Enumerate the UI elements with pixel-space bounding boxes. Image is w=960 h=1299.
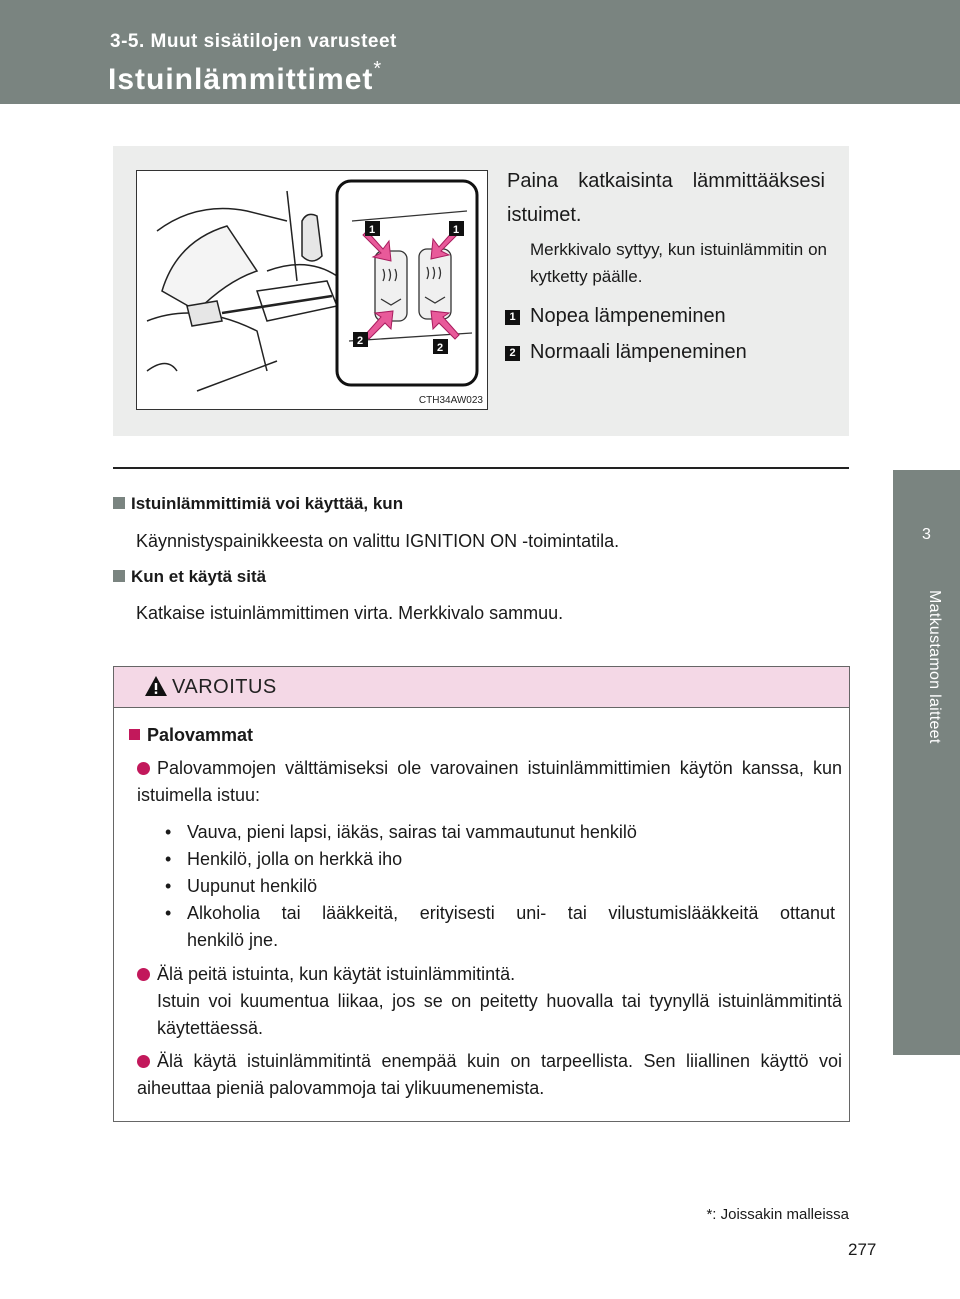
- warning-paragraph-1-text: Palovammojen välttämiseksi ole varovainen istuinlämmittimien käytön kanssa, kun istuimella istuu:: [137, 758, 842, 805]
- callout-2b: 2: [437, 342, 444, 354]
- list-item: • Uupunut henkilö: [165, 873, 835, 900]
- circle-bullet-icon: [137, 762, 150, 775]
- warning-title: VAROITUS: [172, 676, 277, 698]
- footnote-text: : Joissakin malleissa: [712, 1206, 849, 1223]
- image-code: CTH34AW023: [418, 395, 483, 406]
- info-heading-1: [113, 494, 403, 514]
- warning-triangle-icon: [144, 674, 168, 698]
- legend-num-2: 2: [505, 346, 520, 361]
- page-title: [108, 58, 382, 97]
- callout-2a: 2: [357, 335, 364, 347]
- warning-paragraph-3: [137, 1048, 842, 1102]
- warning-subheading-text: Palovammat: [147, 725, 254, 745]
- warning-bullet-list: [165, 819, 835, 954]
- info-heading-2: [113, 567, 266, 587]
- legend-num-1: 1: [505, 310, 520, 325]
- warning-box: [113, 666, 850, 1122]
- figure-note: Merkkivalo syttyy, kun istuinlämmitin on kytketty päälle.: [530, 240, 827, 286]
- divider: [113, 467, 849, 469]
- footnote-marker: *: [706, 1206, 713, 1223]
- page-title-text: Istuinlämmittimet: [108, 63, 374, 96]
- seat-heater-illustration: [136, 170, 488, 410]
- asterisk-marker: *: [373, 58, 383, 80]
- chapter-side-tab[interactable]: [893, 470, 960, 1055]
- page-header: [0, 0, 960, 104]
- callout-1b: 1: [453, 224, 460, 236]
- square-bullet-icon: [113, 570, 125, 582]
- legend-item-2: [505, 341, 747, 364]
- circle-bullet-icon: [137, 1055, 150, 1068]
- square-bullet-icon: [129, 729, 140, 740]
- square-bullet-icon: [113, 497, 125, 509]
- warning-paragraph-3-text: Älä käytä istuinlämmitintä enempää kuin on tarpeellista. Sen liiallinen käyttö voi aiheuttaa pieniä palovammoja tai ylikuumenemista.: [137, 1051, 842, 1098]
- info-text-2: Katkaise istuinlämmittimen virta. Merkkivalo sammuu.: [136, 603, 564, 623]
- section-title: 3-5. Muut sisätilojen varusteet: [110, 31, 397, 52]
- list-item: • Vauva, pieni lapsi, iäkäs, sairas tai vammautunut henkilö: [165, 819, 835, 846]
- info-text-1: Käynnistyspainikkeesta on valittu IGNITION ON -toimintatila.: [136, 531, 620, 551]
- legend-label-2: Normaali lämpeneminen: [530, 341, 747, 363]
- footnote: [706, 1206, 849, 1223]
- warning-paragraph-2-line2: Istuin voi kuumentua liikaa, jos se on peitetty huovalla tai tyynyllä istuinlämmitintä käytettäessä.: [157, 991, 842, 1038]
- console-drawing: [137, 171, 487, 409]
- warning-paragraph-1: [137, 755, 842, 809]
- figure-instruction: Paina katkaisinta lämmittääksesi istuimet.: [507, 170, 825, 226]
- callout-1a: 1: [369, 224, 376, 236]
- page-number: 277: [848, 1240, 877, 1259]
- legend-item-1: [505, 305, 726, 328]
- list-item: • Alkoholia tai lääkkeitä, erityisesti uni- tai vilustumislääkkeitä ottanut: [165, 900, 835, 927]
- list-item-continuation: henkilö jne.: [187, 930, 279, 950]
- chapter-number: 3: [922, 526, 931, 543]
- warning-paragraph-2-line1: Älä peitä istuinta, kun käytät istuinlämmitintä.: [157, 964, 516, 984]
- warning-subheading: [129, 725, 253, 746]
- info-heading-1-text: Istuinlämmittimiä voi käyttää, kun: [131, 494, 404, 513]
- info-heading-2-text: Kun et käytä sitä: [131, 567, 267, 586]
- legend-label-1: Nopea lämpeneminen: [530, 305, 726, 327]
- warning-paragraph-2: [137, 961, 842, 1042]
- list-item: • Henkilö, jolla on herkkä iho: [165, 846, 835, 873]
- warning-header: [114, 667, 849, 708]
- chapter-label: Matkustamon laitteet: [926, 590, 943, 744]
- circle-bullet-icon: [137, 968, 150, 981]
